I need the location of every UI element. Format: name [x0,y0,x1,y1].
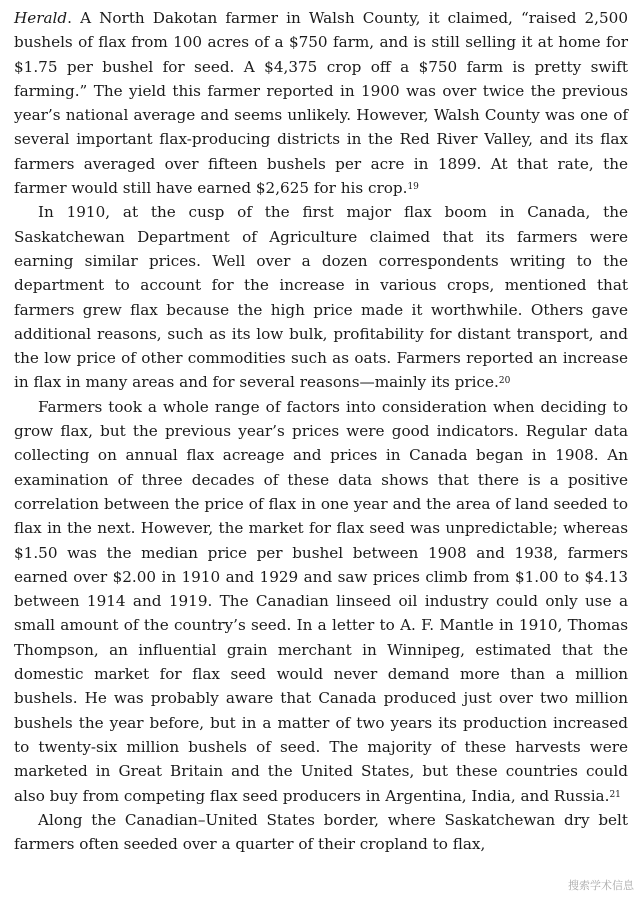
footnote-ref-20: 20 [498,376,511,387]
paragraph-1910-saskatchewan [14,200,628,394]
watermark-text: 搜索学术信息 [568,878,634,892]
footnote-ref-19: 19 [407,182,419,193]
paragraph-herald [14,6,628,200]
paragraph-text: . A North Dakotan farmer in Walsh County, it claimed, “raised 2,500 bushels of flax from 100 acres of a $750 farm, and is still selling it at home for $1.75 per bushel for seed. A $4,375 crop off a $750 farm is pretty swift farming.” The yield this farmer reported in 1900 was over twice the previous year’s national average and seems unlikely. However, Walsh County was one of several important flax-producing districts in the Red River Valley, and its flax farmers averaged over fifteen bushels per acre in 1899. At that rate, the farmer would still have earned $2,625 for his crop. [14,9,628,198]
footnote-ref-21: 21 [609,789,621,800]
paragraph-market-factors [14,395,628,808]
paragraph-text: In 1910, at the cusp of the first major flax boom in Canada, the Saskatchewan Department of Agriculture claimed that its farmers were earning similar prices. Well over a dozen correspondents writing to the department to account for the increase in various crops, mentioned that farmers grew flax because the high price made it worthwhile. Others gave additional reasons, such as its low bulk, profitability for distant transport, and the low price of other commodities such as oats. Farmers reported an increase in flax in many areas and for several reasons—mainly its price. [14,203,628,392]
paragraph-border [14,808,628,857]
paragraph-text: Along the Canadian–United States border, where Saskatchewan dry belt farmers often seeded over a quarter of their cropland to flax, [14,810,628,854]
paragraph-text: Farmers took a whole range of factors into consideration when deciding to grow flax, but the previous year’s prices were good indicators. Regular data collecting on annual flax acreage and prices in Canada began in 1908. An examination of three decades of these data shows that there is a positive correlation between the price of flax in one year and the area of land seeded to flax in the next. However, the market for flax seed was unpredictable; whereas $1.50 was the median price per bushel between 1908 and 1938, farmers earned over $2.00 in 1910 and 1929 and saw prices climb from $1.00 to $4.13 between 1914 and 1919. The Canadian linseed oil industry could only use a small amount of the country’s seed. In a letter to A. F. Mantle in 1910, Thomas Thompson, an influential grain merchant in Winnipeg, estimated that the domestic market for flax seed would never demand more than a million bushels. He was probably aware that Canada produced just over two million bushels the year before, but in a matter of two years its production increased to twenty-six million bushels of seed. The majority of these harvests were marketed in Great Britain and the United States, but these countries could also buy from competing flax seed producers in Argentina, India, and Russia. [14,397,628,805]
newspaper-title: Herald [14,9,68,27]
